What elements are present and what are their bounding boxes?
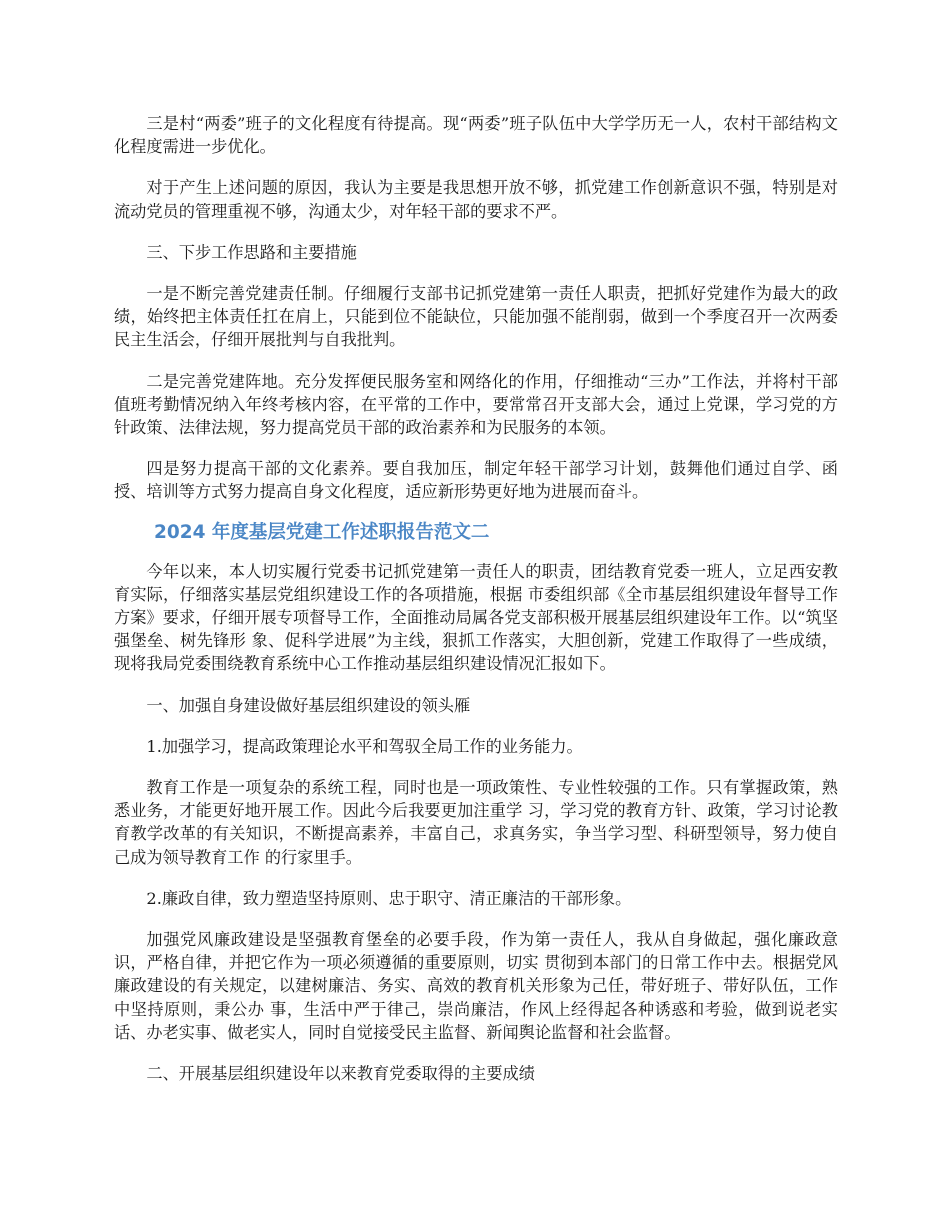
paragraph-introduction: 今年以来，本人切实履行党委书记抓党建第一责任人的职责，团结教育党委一班人，立足西安教育实际，仔细落实基层党组织建设工作的各项措施，根据 市委组织部《全市基层组织建设年督导工作方案》要求，仔细开展专项督导工作，全面推动局属各党支部积极开展基层组织建设年工作。以“筑坚强堡垒、树先锋形 象、促科学进展”为主线，狠抓工作落实，大胆创新，党建工作取得了一些成绩，现将我局党委围绕教育系统中心工作推动基层组织建设情况汇报如下。 — [114, 561, 838, 674]
section-title: 2024 年度基层党建工作述职报告范文二 — [154, 521, 490, 543]
paragraph-education-work: 教育工作是一项复杂的系统工程，同时也是一项政策性、专业性较强的工作。只有掌握政策，熟悉业务，才能更好地开展工作。因此今后我要更加注重学 习，学习党的教育方针、政策，学习讨论教育教学改革的有关知识，不断提高素养，丰富自己，求真务实，争当学习型、科研型领导，努力使自己成为领导教育工作 的行家里手。 — [114, 778, 838, 867]
paragraph-problem-causes: 对于产生上述问题的原因，我认为主要是我思想开放不够，抓党建工作创新意识不强，特别是对流动党员的管理重视不够，沟通太少，对年轻干部的要求不严。 — [114, 178, 838, 221]
heading-main-achievements: 二、开展基层组织建设年以来教育党委取得的主要成绩 — [146, 1064, 535, 1084]
paragraph-clean-government: 加强党风廉政建设是坚强教育堡垒的必要手段，作为第一责任人，我从自身做起，强化廉政意识，严格自律，并把它作为一项必须遵循的重要原则，切实 贯彻到本部门的日常工作中去。根据党风廉政建设的有关规定，以建树廉洁、务实、高效的教育机关形象为己任，带好班子、带好队伍，工作中坚持原则，秉公办 事，生活中严于律己，崇尚廉洁，作风上经得起各种诱惑和考验，做到说老实话、办老实事、做老实人，同时自觉接受民主监督、新闻舆论监督和社会监督。 — [114, 930, 838, 1042]
paragraph-cultural-literacy: 四是努力提高干部的文化素养。要自我加压，制定年轻干部学习计划，鼓舞他们通过自学、函授、培训等方式努力提高自身文化程度，适应新形势更好地为进展而奋斗。 — [114, 459, 838, 502]
paragraph-education-level: 三是村“两委”班子的文化程度有待提高。现“两委”班子队伍中大学学历无一人，农村干部结构文化程度需进一步优化。 — [114, 114, 838, 157]
subheading-integrity: 2.廉政自律，致力塑造坚持原则、忠于职守、清正廉洁的干部形象。 — [146, 888, 632, 908]
heading-next-steps: 三、下步工作思路和主要措施 — [146, 242, 357, 262]
paragraph-party-position: 二是完善党建阵地。充分发挥便民服务室和网络化的作用，仔细推动“三办”工作法，并将村干部值班考勤情况纳入年终考核内容，在平常的工作中，要常常召开支部大会，通过上党课，学习党的方针政策、法律法规，努力提高党员干部的政治素养和为民服务的本领。 — [114, 371, 838, 438]
paragraph-responsibility-system: 一是不断完善党建责任制。仔细履行支部书记抓党建第一责任人职责，把抓好党建作为最大的政绩，始终把主体责任扛在肩上，只能到位不能缺位，只能加强不能削弱，做到一个季度召开一次两委民主生活会，仔细开展批判与自我批判。 — [114, 284, 838, 350]
heading-self-building: 一、加强自身建设做好基层组织建设的领头雁 — [146, 695, 471, 715]
document-page — [114, 112, 838, 1103]
subheading-study: 1.加强学习，提高政策理论水平和驾驭全局工作的业务能力。 — [146, 736, 583, 756]
